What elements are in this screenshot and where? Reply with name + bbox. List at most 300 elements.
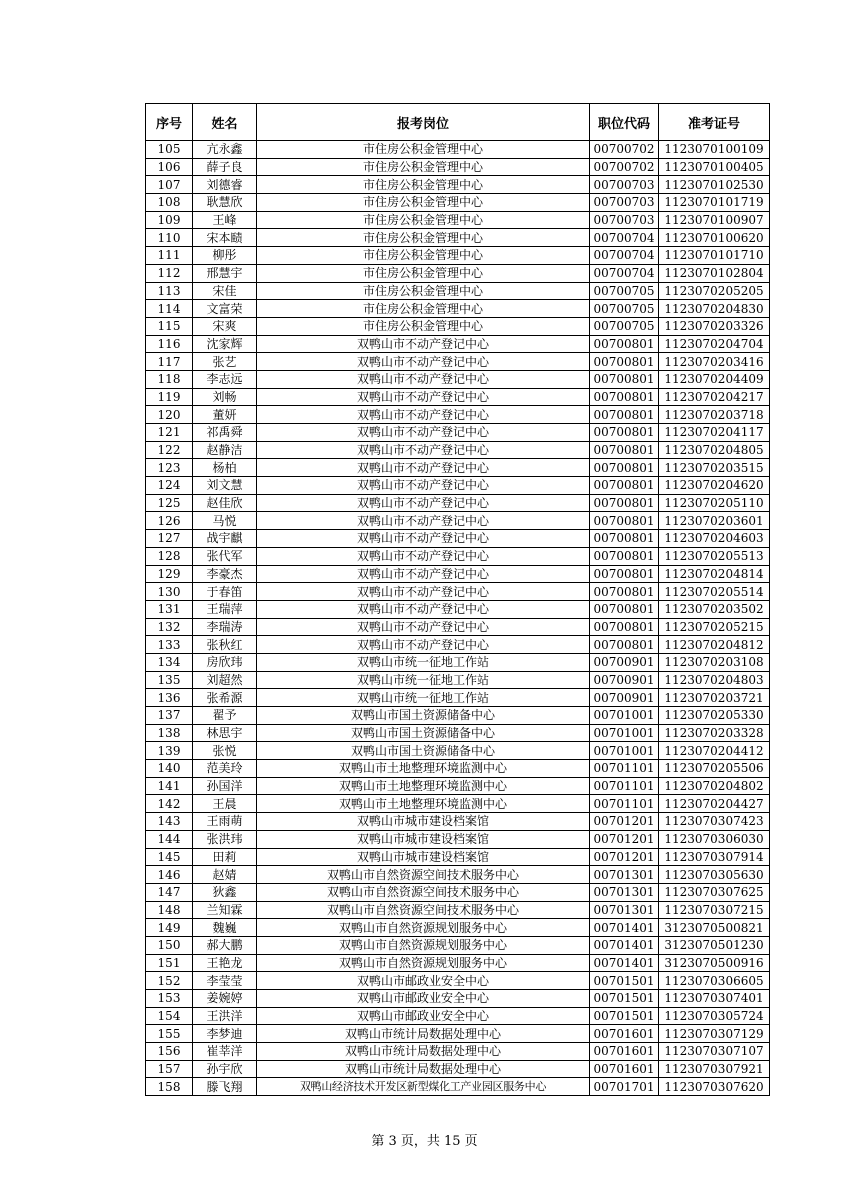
cell-exam-id: 1123070205330 (659, 707, 770, 725)
cell-name: 祁禹舜 (193, 424, 257, 442)
cell-position: 双鸭山经济技术开发区新型煤化工产业园区服务中心 (257, 1078, 590, 1096)
cell-position: 双鸭山市国土资源储备中心 (257, 742, 590, 760)
table-row (146, 459, 770, 477)
cell-seq: 110 (146, 229, 193, 247)
candidate-table (145, 103, 770, 1096)
cell-position: 市住房公积金管理中心 (257, 317, 590, 335)
table-row (146, 707, 770, 725)
cell-exam-id: 3123070500916 (659, 954, 770, 972)
header-code: 职位代码 (590, 104, 659, 141)
cell-name: 战宇麒 (193, 530, 257, 548)
cell-code: 00701501 (590, 1007, 659, 1025)
cell-position: 双鸭山市统计局数据处理中心 (257, 1060, 590, 1078)
cell-seq: 151 (146, 954, 193, 972)
table-row (146, 247, 770, 265)
cell-seq: 136 (146, 689, 193, 707)
cell-exam-id: 1123070100109 (659, 141, 770, 159)
cell-seq: 135 (146, 671, 193, 689)
cell-seq: 105 (146, 141, 193, 159)
cell-exam-id: 1123070307215 (659, 901, 770, 919)
table-row (146, 883, 770, 901)
cell-exam-id: 1123070204802 (659, 777, 770, 795)
cell-name: 赵佳欣 (193, 494, 257, 512)
cell-seq: 152 (146, 972, 193, 990)
cell-position: 市住房公积金管理中心 (257, 211, 590, 229)
cell-exam-id: 1123070306030 (659, 830, 770, 848)
cell-seq: 130 (146, 583, 193, 601)
cell-name: 张艺 (193, 353, 257, 371)
cell-name: 田莉 (193, 848, 257, 866)
cell-name: 赵婧 (193, 866, 257, 884)
cell-position: 双鸭山市城市建设档案馆 (257, 848, 590, 866)
table-row (146, 317, 770, 335)
table-row (146, 724, 770, 742)
cell-code: 00700703 (590, 176, 659, 194)
table-row (146, 653, 770, 671)
cell-code: 00701401 (590, 919, 659, 937)
cell-exam-id: 1123070204409 (659, 370, 770, 388)
cell-position: 市住房公积金管理中心 (257, 158, 590, 176)
cell-name: 崔莘洋 (193, 1043, 257, 1061)
cell-exam-id: 1123070100620 (659, 229, 770, 247)
cell-position: 双鸭山市自然资源规划服务中心 (257, 954, 590, 972)
cell-seq: 106 (146, 158, 193, 176)
table-row (146, 671, 770, 689)
table-row (146, 954, 770, 972)
table-row (146, 547, 770, 565)
cell-seq: 128 (146, 547, 193, 565)
cell-seq: 145 (146, 848, 193, 866)
cell-position: 市住房公积金管理中心 (257, 300, 590, 318)
cell-exam-id: 1123070204603 (659, 530, 770, 548)
cell-exam-id: 1123070101719 (659, 194, 770, 212)
table-row (146, 760, 770, 778)
cell-code: 00700703 (590, 194, 659, 212)
cell-exam-id: 1123070203515 (659, 459, 770, 477)
cell-code: 00700801 (590, 406, 659, 424)
cell-code: 00701401 (590, 954, 659, 972)
cell-exam-id: 3123070500821 (659, 919, 770, 937)
cell-exam-id: 1123070204117 (659, 424, 770, 442)
cell-seq: 158 (146, 1078, 193, 1096)
cell-name: 宋佳 (193, 282, 257, 300)
table-row (146, 901, 770, 919)
table-row (146, 936, 770, 954)
cell-position: 双鸭山市统一征地工作站 (257, 689, 590, 707)
cell-position: 双鸭山市不动产登记中心 (257, 600, 590, 618)
table-body (146, 141, 770, 1096)
cell-seq: 149 (146, 919, 193, 937)
cell-seq: 155 (146, 1025, 193, 1043)
cell-seq: 124 (146, 477, 193, 495)
cell-seq: 108 (146, 194, 193, 212)
cell-name: 姜婉婷 (193, 990, 257, 1008)
cell-name: 房欣玮 (193, 653, 257, 671)
cell-seq: 113 (146, 282, 193, 300)
table-row (146, 990, 770, 1008)
table-row (146, 441, 770, 459)
cell-exam-id: 1123070307921 (659, 1060, 770, 1078)
cell-exam-id: 1123070102804 (659, 264, 770, 282)
table-row (146, 600, 770, 618)
cell-exam-id: 1123070100405 (659, 158, 770, 176)
cell-position: 双鸭山市不动产登记中心 (257, 477, 590, 495)
header-name: 姓名 (193, 104, 257, 141)
cell-name: 刘超然 (193, 671, 257, 689)
cell-name: 王雨萌 (193, 813, 257, 831)
cell-position: 双鸭山市土地整理环境监测中心 (257, 760, 590, 778)
cell-position: 双鸭山市自然资源空间技术服务中心 (257, 866, 590, 884)
header-position: 报考岗位 (257, 104, 590, 141)
cell-position: 双鸭山市不动产登记中心 (257, 512, 590, 530)
cell-exam-id: 1123070306605 (659, 972, 770, 990)
cell-code: 00701201 (590, 830, 659, 848)
table-row (146, 158, 770, 176)
cell-name: 张代军 (193, 547, 257, 565)
cell-name: 刘畅 (193, 388, 257, 406)
cell-code: 00700801 (590, 370, 659, 388)
cell-name: 薛子良 (193, 158, 257, 176)
cell-exam-id: 1123070305630 (659, 866, 770, 884)
cell-exam-id: 1123070305724 (659, 1007, 770, 1025)
cell-code: 00700801 (590, 565, 659, 583)
cell-exam-id: 1123070204805 (659, 441, 770, 459)
cell-name: 刘德睿 (193, 176, 257, 194)
cell-code: 00700801 (590, 335, 659, 353)
cell-exam-id: 1123070204412 (659, 742, 770, 760)
cell-name: 翟予 (193, 707, 257, 725)
cell-code: 00700801 (590, 494, 659, 512)
table-row (146, 494, 770, 512)
table-row (146, 388, 770, 406)
cell-position: 双鸭山市邮政业安全中心 (257, 1007, 590, 1025)
cell-name: 孙宇欣 (193, 1060, 257, 1078)
cell-seq: 148 (146, 901, 193, 919)
cell-name: 赵静洁 (193, 441, 257, 459)
cell-name: 王艳龙 (193, 954, 257, 972)
cell-seq: 137 (146, 707, 193, 725)
cell-position: 双鸭山市不动产登记中心 (257, 494, 590, 512)
cell-name: 狄鑫 (193, 883, 257, 901)
cell-position: 双鸭山市不动产登记中心 (257, 636, 590, 654)
cell-exam-id: 1123070101710 (659, 247, 770, 265)
cell-position: 双鸭山市不动产登记中心 (257, 406, 590, 424)
cell-position: 双鸭山市不动产登记中心 (257, 547, 590, 565)
cell-position: 双鸭山市不动产登记中心 (257, 565, 590, 583)
cell-position: 市住房公积金管理中心 (257, 176, 590, 194)
cell-code: 00700801 (590, 583, 659, 601)
cell-code: 00701301 (590, 866, 659, 884)
cell-code: 00700703 (590, 211, 659, 229)
cell-exam-id: 1123070307423 (659, 813, 770, 831)
cell-seq: 122 (146, 441, 193, 459)
table-row (146, 1078, 770, 1096)
cell-name: 孙国洋 (193, 777, 257, 795)
cell-exam-id: 3123070501230 (659, 936, 770, 954)
cell-exam-id: 1123070204427 (659, 795, 770, 813)
cell-code: 00701001 (590, 724, 659, 742)
cell-exam-id: 1123070203721 (659, 689, 770, 707)
cell-name: 张希源 (193, 689, 257, 707)
cell-seq: 142 (146, 795, 193, 813)
cell-code: 00701001 (590, 707, 659, 725)
cell-name: 张秋红 (193, 636, 257, 654)
cell-exam-id: 1123070203416 (659, 353, 770, 371)
cell-code: 00700901 (590, 689, 659, 707)
table-row (146, 1060, 770, 1078)
cell-name: 杨柏 (193, 459, 257, 477)
cell-seq: 117 (146, 353, 193, 371)
cell-exam-id: 1123070307620 (659, 1078, 770, 1096)
table-header-row (146, 104, 770, 141)
cell-code: 00701501 (590, 990, 659, 1008)
cell-seq: 157 (146, 1060, 193, 1078)
cell-position: 双鸭山市不动产登记中心 (257, 388, 590, 406)
cell-exam-id: 1123070204814 (659, 565, 770, 583)
cell-position: 双鸭山市国土资源储备中心 (257, 724, 590, 742)
cell-position: 双鸭山市自然资源空间技术服务中心 (257, 901, 590, 919)
cell-position: 双鸭山市不动产登记中心 (257, 583, 590, 601)
cell-name: 郝大鹏 (193, 936, 257, 954)
cell-name: 王峰 (193, 211, 257, 229)
table-row (146, 176, 770, 194)
cell-code: 00700801 (590, 441, 659, 459)
cell-code: 00701301 (590, 901, 659, 919)
cell-code: 00701201 (590, 813, 659, 831)
table-row (146, 583, 770, 601)
cell-position: 市住房公积金管理中心 (257, 141, 590, 159)
cell-exam-id: 1123070307401 (659, 990, 770, 1008)
table-row (146, 565, 770, 583)
table-row (146, 972, 770, 990)
cell-position: 双鸭山市城市建设档案馆 (257, 813, 590, 831)
table-row (146, 512, 770, 530)
cell-name: 马悦 (193, 512, 257, 530)
cell-position: 双鸭山市统计局数据处理中心 (257, 1043, 590, 1061)
cell-code: 00701301 (590, 883, 659, 901)
cell-seq: 132 (146, 618, 193, 636)
cell-seq: 118 (146, 370, 193, 388)
table-row (146, 424, 770, 442)
cell-code: 00701101 (590, 760, 659, 778)
cell-position: 双鸭山市土地整理环境监测中心 (257, 777, 590, 795)
table-row (146, 406, 770, 424)
cell-seq: 150 (146, 936, 193, 954)
cell-name: 林思宇 (193, 724, 257, 742)
cell-seq: 140 (146, 760, 193, 778)
cell-name: 董妍 (193, 406, 257, 424)
cell-exam-id: 1123070100907 (659, 211, 770, 229)
cell-exam-id: 1123070205506 (659, 760, 770, 778)
cell-exam-id: 1123070204812 (659, 636, 770, 654)
table-row (146, 919, 770, 937)
cell-name: 于春笛 (193, 583, 257, 601)
cell-exam-id: 1123070204830 (659, 300, 770, 318)
cell-seq: 134 (146, 653, 193, 671)
cell-name: 王晨 (193, 795, 257, 813)
cell-code: 00701601 (590, 1025, 659, 1043)
cell-exam-id: 1123070205110 (659, 494, 770, 512)
cell-exam-id: 1123070307129 (659, 1025, 770, 1043)
cell-seq: 156 (146, 1043, 193, 1061)
cell-exam-id: 1123070307914 (659, 848, 770, 866)
cell-position: 双鸭山市自然资源规划服务中心 (257, 936, 590, 954)
header-seq: 序号 (146, 104, 193, 141)
cell-position: 双鸭山市自然资源规划服务中心 (257, 919, 590, 937)
cell-seq: 107 (146, 176, 193, 194)
table-row (146, 618, 770, 636)
cell-position: 双鸭山市不动产登记中心 (257, 335, 590, 353)
cell-seq: 129 (146, 565, 193, 583)
cell-seq: 143 (146, 813, 193, 831)
cell-seq: 126 (146, 512, 193, 530)
cell-code: 00701501 (590, 972, 659, 990)
cell-seq: 109 (146, 211, 193, 229)
cell-position: 市住房公积金管理中心 (257, 282, 590, 300)
cell-code: 00701201 (590, 848, 659, 866)
cell-name: 李瑞涛 (193, 618, 257, 636)
cell-seq: 147 (146, 883, 193, 901)
cell-name: 范美玲 (193, 760, 257, 778)
table-row (146, 141, 770, 159)
cell-code: 00701701 (590, 1078, 659, 1096)
table-row (146, 530, 770, 548)
cell-exam-id: 1123070203108 (659, 653, 770, 671)
cell-position: 市住房公积金管理中心 (257, 229, 590, 247)
cell-code: 00700704 (590, 247, 659, 265)
cell-position: 双鸭山市城市建设档案馆 (257, 830, 590, 848)
table-row (146, 866, 770, 884)
cell-position: 双鸭山市统一征地工作站 (257, 653, 590, 671)
cell-name: 张悦 (193, 742, 257, 760)
cell-seq: 131 (146, 600, 193, 618)
cell-code: 00700901 (590, 671, 659, 689)
cell-name: 耿慧欣 (193, 194, 257, 212)
cell-exam-id: 1123070203502 (659, 600, 770, 618)
cell-exam-id: 1123070204704 (659, 335, 770, 353)
cell-code: 00700705 (590, 282, 659, 300)
cell-code: 00700705 (590, 300, 659, 318)
cell-seq: 127 (146, 530, 193, 548)
cell-position: 双鸭山市不动产登记中心 (257, 353, 590, 371)
cell-exam-id: 1123070205205 (659, 282, 770, 300)
table-row (146, 1043, 770, 1061)
cell-code: 00700702 (590, 158, 659, 176)
cell-seq: 146 (146, 866, 193, 884)
cell-exam-id: 1123070307625 (659, 883, 770, 901)
cell-position: 市住房公积金管理中心 (257, 194, 590, 212)
cell-exam-id: 1123070205513 (659, 547, 770, 565)
cell-code: 00700801 (590, 459, 659, 477)
cell-exam-id: 1123070205514 (659, 583, 770, 601)
cell-code: 00700702 (590, 141, 659, 159)
table-row (146, 353, 770, 371)
table-row (146, 795, 770, 813)
cell-name: 亢永鑫 (193, 141, 257, 159)
cell-name: 李莹莹 (193, 972, 257, 990)
cell-position: 双鸭山市邮政业安全中心 (257, 990, 590, 1008)
cell-code: 00701101 (590, 795, 659, 813)
cell-seq: 121 (146, 424, 193, 442)
cell-position: 双鸭山市统一征地工作站 (257, 671, 590, 689)
cell-seq: 120 (146, 406, 193, 424)
cell-name: 邢慧宇 (193, 264, 257, 282)
cell-seq: 133 (146, 636, 193, 654)
cell-code: 00701001 (590, 742, 659, 760)
cell-position: 市住房公积金管理中心 (257, 247, 590, 265)
table-row (146, 264, 770, 282)
table-row (146, 830, 770, 848)
table-row (146, 742, 770, 760)
cell-name: 宋爽 (193, 317, 257, 335)
cell-seq: 116 (146, 335, 193, 353)
table-row (146, 1007, 770, 1025)
cell-seq: 123 (146, 459, 193, 477)
cell-code: 00700801 (590, 388, 659, 406)
table-row (146, 777, 770, 795)
table-row (146, 282, 770, 300)
cell-name: 王瑞萍 (193, 600, 257, 618)
cell-code: 00700801 (590, 512, 659, 530)
cell-seq: 139 (146, 742, 193, 760)
cell-seq: 138 (146, 724, 193, 742)
cell-exam-id: 1123070205215 (659, 618, 770, 636)
cell-position: 双鸭山市不动产登记中心 (257, 424, 590, 442)
cell-exam-id: 1123070204217 (659, 388, 770, 406)
cell-name: 魏巍 (193, 919, 257, 937)
cell-code: 00700801 (590, 424, 659, 442)
cell-seq: 141 (146, 777, 193, 795)
cell-code: 00700901 (590, 653, 659, 671)
cell-position: 双鸭山市邮政业安全中心 (257, 972, 590, 990)
table-row (146, 848, 770, 866)
cell-exam-id: 1123070307107 (659, 1043, 770, 1061)
cell-seq: 154 (146, 1007, 193, 1025)
cell-code: 00701601 (590, 1060, 659, 1078)
cell-code: 00700801 (590, 618, 659, 636)
page-footer: 第 3 页，共 15 页 (371, 1134, 478, 1149)
cell-seq: 144 (146, 830, 193, 848)
cell-seq: 153 (146, 990, 193, 1008)
cell-code: 00700705 (590, 317, 659, 335)
cell-code: 00700801 (590, 477, 659, 495)
cell-exam-id: 1123070203326 (659, 317, 770, 335)
cell-name: 王洪洋 (193, 1007, 257, 1025)
cell-position: 双鸭山市统计局数据处理中心 (257, 1025, 590, 1043)
table-row (146, 636, 770, 654)
cell-name: 柳彤 (193, 247, 257, 265)
table-row (146, 689, 770, 707)
table-row (146, 229, 770, 247)
cell-position: 双鸭山市土地整理环境监测中心 (257, 795, 590, 813)
cell-name: 文富荣 (193, 300, 257, 318)
cell-seq: 115 (146, 317, 193, 335)
cell-name: 兰知霖 (193, 901, 257, 919)
cell-position: 双鸭山市不动产登记中心 (257, 441, 590, 459)
cell-exam-id: 1123070203328 (659, 724, 770, 742)
cell-seq: 125 (146, 494, 193, 512)
cell-name: 滕飞翔 (193, 1078, 257, 1096)
cell-seq: 119 (146, 388, 193, 406)
cell-code: 00700801 (590, 547, 659, 565)
table-row (146, 370, 770, 388)
table-row (146, 335, 770, 353)
cell-exam-id: 1123070203601 (659, 512, 770, 530)
table-row (146, 477, 770, 495)
cell-exam-id: 1123070102530 (659, 176, 770, 194)
cell-name: 刘文慧 (193, 477, 257, 495)
cell-code: 00700704 (590, 229, 659, 247)
